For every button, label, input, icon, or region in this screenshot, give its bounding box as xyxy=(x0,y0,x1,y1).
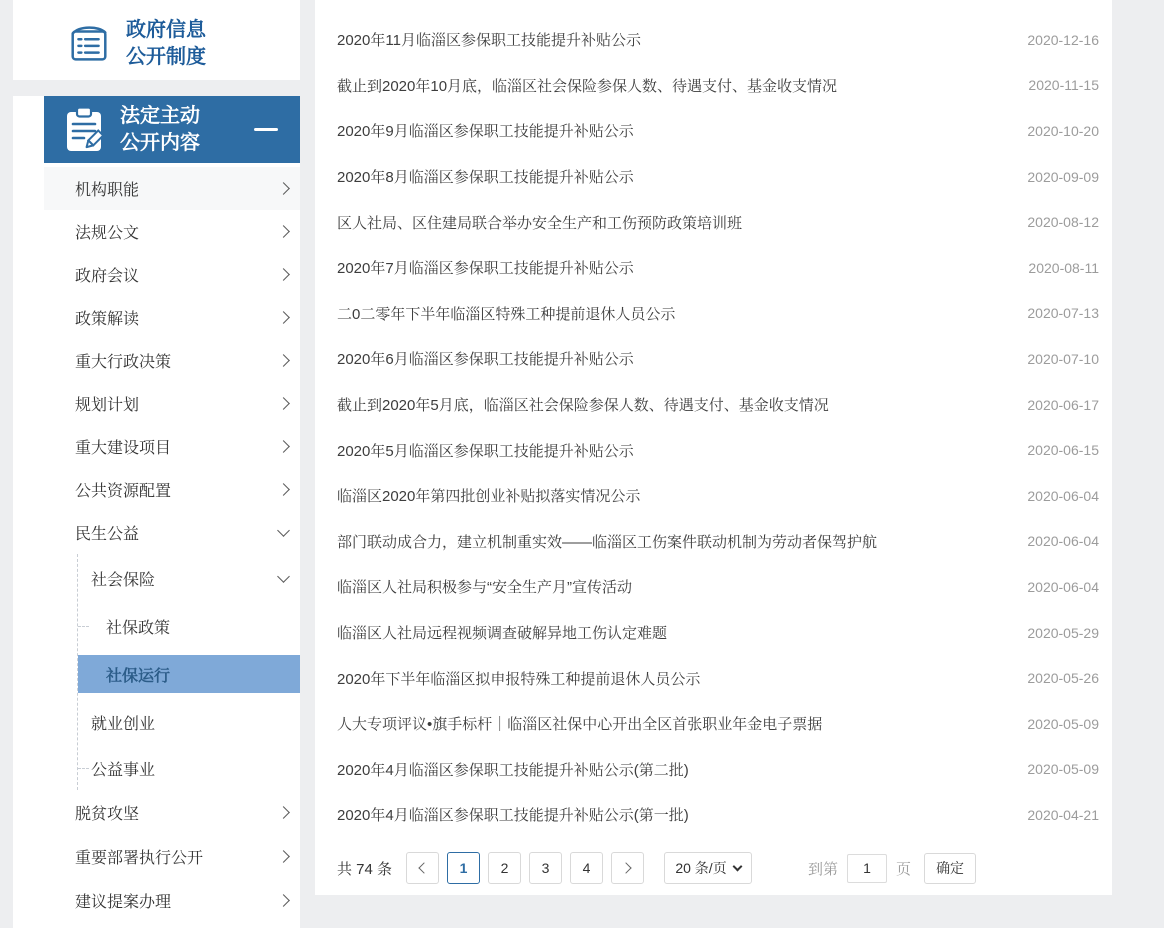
chevron-right-icon xyxy=(277,483,290,496)
article-link[interactable]: 2020年11月临淄区参保职工技能提升补贴公示 xyxy=(337,32,641,50)
article-link[interactable]: 2020年6月临淄区参保职工技能提升补贴公示 xyxy=(337,351,634,369)
article-link[interactable]: 临淄区人社局远程视频调查破解异地工伤认定难题 xyxy=(337,625,668,643)
chevron-right-icon xyxy=(277,894,290,907)
sidebar-card-gov-info-title: 政府信息 公开制度 xyxy=(126,19,206,68)
list-item xyxy=(315,154,1112,200)
sidebar-item-zhengcejiedu[interactable] xyxy=(44,296,300,339)
sidebar-menu xyxy=(13,167,300,922)
article-date: 2020-05-09 xyxy=(1027,761,1099,778)
article-date: 2020-06-04 xyxy=(1027,578,1099,595)
article-link[interactable]: 2020年8月临淄区参保职工技能提升补贴公示 xyxy=(337,169,634,187)
chevron-down-icon xyxy=(277,570,290,583)
article-link[interactable]: 2020年4月临淄区参保职工技能提升补贴公示(第二批) xyxy=(337,761,689,779)
chevron-right-icon xyxy=(277,354,290,367)
article-date: 2020-05-26 xyxy=(1027,670,1099,687)
article-date: 2020-07-10 xyxy=(1027,350,1099,367)
list-item xyxy=(315,63,1112,109)
collapse-minus-icon[interactable] xyxy=(254,128,278,131)
sidebar-item-label: 机构职能 xyxy=(75,182,140,199)
article-link[interactable]: 部门联动成合力，建立机制重实效——临淄区工伤案件联动机制为劳动者保驾护航 xyxy=(337,533,878,551)
article-date: 2020-08-12 xyxy=(1027,214,1099,231)
sidebar-item-label: 民生公益 xyxy=(75,526,140,543)
confirm-button[interactable]: 确定 xyxy=(924,853,976,884)
sidebar-item-label: 政府会议 xyxy=(75,268,140,285)
goto-prefix-label: 到第 xyxy=(808,860,839,878)
clipboard-pencil-icon xyxy=(64,106,106,154)
ledger-book-icon xyxy=(66,21,112,67)
page-button-1[interactable]: 1 xyxy=(447,852,480,884)
list-item xyxy=(315,291,1112,337)
article-date: 2020-04-21 xyxy=(1027,806,1099,823)
chevron-right-icon xyxy=(277,268,290,281)
sidebar xyxy=(13,0,300,928)
list-item xyxy=(315,610,1112,656)
list-item xyxy=(315,336,1112,382)
prev-page-button[interactable] xyxy=(406,852,439,884)
article-link[interactable]: 2020年4月临淄区参保职工技能提升补贴公示(第一批) xyxy=(337,807,689,825)
chevron-right-icon xyxy=(277,850,290,863)
article-date: 2020-06-04 xyxy=(1027,533,1099,550)
article-link[interactable]: 截止到2020年5月底，临淄区社会保险参保人数、待遇支付、基金收支情况 xyxy=(337,397,829,415)
sidebar-item-label: 脱贫攻坚 xyxy=(75,805,140,823)
list-item xyxy=(315,427,1112,473)
sidebar-item-label: 重大行政决策 xyxy=(75,354,172,371)
sidebar-item-label: 公共资源配置 xyxy=(75,483,172,500)
list-item xyxy=(315,701,1112,747)
pagination-bar xyxy=(315,841,1112,895)
sidebar-item-zhongdajianshexiangmu[interactable] xyxy=(44,425,300,468)
list-item xyxy=(315,519,1112,565)
sidebar-item-label: 社保运行 xyxy=(106,667,171,685)
sidebar-item-guihuajihua[interactable] xyxy=(44,382,300,425)
list-item xyxy=(315,382,1112,428)
sidebar-item-label: 规划计划 xyxy=(75,397,140,414)
chevron-right-icon xyxy=(277,440,290,453)
sidebar-item-label: 公益事业 xyxy=(91,761,156,779)
sidebar-item-zhengfuhuiyi[interactable] xyxy=(44,253,300,296)
sidebar-card-divider xyxy=(13,80,300,96)
list-item xyxy=(315,564,1112,610)
goto-suffix-label: 页 xyxy=(896,860,912,878)
selected-item-highlight[interactable] xyxy=(78,655,300,693)
sidebar-item-label: 就业创业 xyxy=(91,715,156,733)
sidebar-card-statutory-title: 法定主动 公开内容 xyxy=(120,104,200,154)
list-item xyxy=(315,792,1112,838)
article-link[interactable]: 区人社局、区住建局联合举办安全生产和工伤预防政策培训班 xyxy=(337,214,743,232)
list-item xyxy=(315,17,1112,63)
sidebar-item-minshenggongyi[interactable] xyxy=(44,511,300,554)
next-page-button[interactable] xyxy=(611,852,644,884)
article-link[interactable]: 临淄区人社局积极参与“安全生产月”宣传活动 xyxy=(337,579,632,597)
article-date: 2020-09-09 xyxy=(1027,168,1099,185)
article-list-panel xyxy=(315,0,1112,895)
chevron-right-icon xyxy=(277,311,290,324)
article-date: 2020-08-11 xyxy=(1028,259,1099,276)
list-item xyxy=(315,747,1112,793)
list-item xyxy=(315,108,1112,154)
sidebar-item-label: 社会保险 xyxy=(91,571,156,589)
article-date: 2020-12-16 xyxy=(1027,31,1099,48)
article-date: 2020-05-09 xyxy=(1027,715,1099,732)
article-link[interactable]: 截止到2020年10月底，临淄区社会保险参保人数、待遇支付、基金收支情况 xyxy=(337,77,838,95)
chevron-right-icon xyxy=(277,182,290,195)
goto-page-input[interactable] xyxy=(847,854,887,883)
total-count-label: 共 74 条 xyxy=(337,860,393,878)
list-item xyxy=(315,199,1112,245)
article-list xyxy=(315,0,1112,838)
article-link[interactable]: 2020年下半年临淄区拟申报特殊工种提前退休人员公示 xyxy=(337,670,701,688)
caret-down-icon xyxy=(732,861,742,871)
sidebar-subtree-minshenggongyi xyxy=(77,554,300,790)
page-button-2[interactable]: 2 xyxy=(488,852,521,884)
sidebar-item-label: 重大建设项目 xyxy=(75,440,172,457)
sidebar-item-shebaoyunxing-selected[interactable] xyxy=(78,650,300,698)
sidebar-item-gongyishiye[interactable] xyxy=(78,746,300,790)
page-button-3[interactable]: 3 xyxy=(529,852,562,884)
article-link[interactable]: 人大专项评议•旗手标杆｜临淄区社保中心开出全区首张职业年金电子票据 xyxy=(337,716,823,734)
article-date: 2020-06-04 xyxy=(1027,487,1099,504)
sidebar-item-label: 社保政策 xyxy=(106,619,171,637)
article-link[interactable]: 临淄区2020年第四批创业补贴拟落实情况公示 xyxy=(337,488,641,506)
chevron-left-icon xyxy=(418,862,429,873)
article-date: 2020-06-17 xyxy=(1027,396,1099,413)
goto-page-group xyxy=(808,853,976,884)
article-date: 2020-05-29 xyxy=(1027,624,1099,641)
chevron-right-icon xyxy=(620,862,631,873)
article-link[interactable]: 2020年9月临淄区参保职工技能提升补贴公示 xyxy=(337,123,634,141)
chevron-right-icon xyxy=(277,806,290,819)
article-date: 2020-11-15 xyxy=(1028,77,1099,94)
article-date: 2020-10-20 xyxy=(1027,122,1099,139)
article-link[interactable]: 2020年7月临淄区参保职工技能提升补贴公示 xyxy=(337,260,634,278)
sidebar-item-jiuyechuangye[interactable] xyxy=(78,698,300,746)
sidebar-item-gonggongziyuanpeizhi[interactable] xyxy=(44,468,300,511)
sidebar-item-shehuibaoxian[interactable] xyxy=(78,554,300,602)
sidebar-item-label: 建议提案办理 xyxy=(75,893,172,911)
chevron-right-icon xyxy=(277,397,290,410)
page-size-label: 20 条/页 xyxy=(675,860,727,876)
sidebar-item-zhongdaxingzhengjuece[interactable] xyxy=(44,339,300,382)
page-button-4[interactable]: 4 xyxy=(570,852,603,884)
sidebar-item-jianyitian[interactable] xyxy=(44,878,300,922)
sidebar-item-jigouzhineng[interactable] xyxy=(44,167,300,210)
sidebar-card-gov-info-system[interactable] xyxy=(44,8,300,80)
sidebar-item-tuopingongjian[interactable] xyxy=(44,790,300,834)
sidebar-item-label: 政策解读 xyxy=(75,311,140,328)
list-item xyxy=(315,473,1112,519)
sidebar-item-label: 法规公文 xyxy=(75,225,140,242)
sidebar-card-statutory-disclosure[interactable] xyxy=(44,96,300,163)
article-link[interactable]: 2020年5月临淄区参保职工技能提升补贴公示 xyxy=(337,442,634,460)
sidebar-item-label: 重要部署执行公开 xyxy=(75,849,204,867)
article-date: 2020-07-13 xyxy=(1027,305,1099,322)
chevron-right-icon xyxy=(277,225,290,238)
list-item xyxy=(315,245,1112,291)
article-date: 2020-06-15 xyxy=(1027,442,1099,459)
sidebar-item-zhongyaobushu[interactable] xyxy=(44,834,300,878)
sidebar-item-shebaozhengce[interactable] xyxy=(78,602,300,650)
chevron-down-icon xyxy=(277,524,290,537)
page-size-select[interactable] xyxy=(664,852,752,884)
sidebar-item-faguigongwen[interactable] xyxy=(44,210,300,253)
article-link[interactable]: 二0二零年下半年临淄区特殊工种提前退休人员公示 xyxy=(337,305,676,323)
list-item xyxy=(315,655,1112,701)
